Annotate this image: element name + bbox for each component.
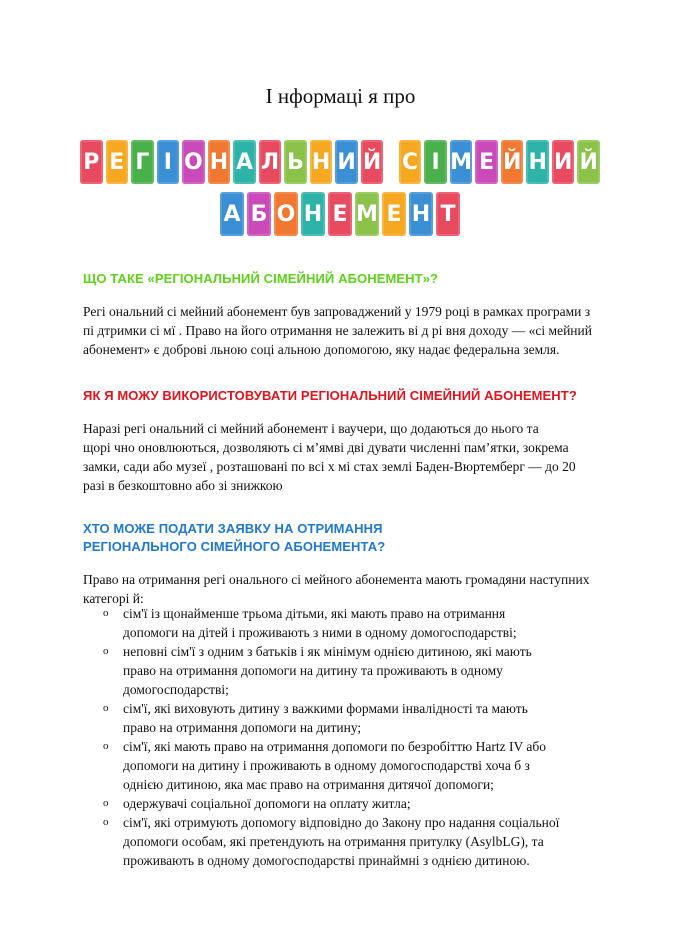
logo-letter-tile: И [552,140,575,184]
logo-letter-tile: А [233,140,256,184]
text-line: пі дтримки сі мї . Право на його отримання не залежить ві д рі вня доходу — «сі мейний [83,323,592,338]
bullet-line: одержувачі соціальної допомоги на оплату житла; [123,796,411,811]
bullet-line: проживають в одному домогосподарстві принаймні з однією дитиною. [123,853,530,868]
eligibility-item [83,642,603,699]
logo-letter-tile: Е [106,140,129,184]
heading-line: ХТО МОЖЕ ПОДАТИ ЗАЯВКУ НА ОТРИМАННЯ [83,521,383,536]
logo-letter-tile: С [399,140,422,184]
bullet-line: неповні сім'ї з одним з батьків і як мінімум однією дитиною, які мають [123,644,532,659]
logo-letter-tile [386,140,395,184]
logo-line-2 [80,192,600,240]
logo-letter-tile: І [424,140,447,184]
logo-letter-tile: Ь [284,140,307,184]
page-title: І нформаці я про [265,84,416,108]
text-line: замки, сади або музеї , розташовані по всі х мі стах землі Баден-Вюртемберг — до 20 [83,459,576,474]
section-how-heading: ЯК Я МОЖУ ВИКОРИСТОВУВАТИ РЕГІОНАЛЬНИЙ СІМЕЙНИЙ АБОНЕМЕНТ? [83,388,577,403]
eligibility-item [83,737,603,794]
bullet-line: домогосподарстві; [123,682,229,697]
bullet-line: право на отримання допомоги на дитину та проживають в одному [123,663,503,678]
text-line: разі в безкоштовно або зі знижкою [83,478,283,493]
section-who-intro [83,570,603,608]
section-what-text [83,302,603,359]
logo-letter-tile: Л [259,140,282,184]
bullet-line: право на отримання допомоги на дитину; [123,720,362,735]
logo-letter-tile: М [355,192,379,236]
bullet-line: сім'ї, які мають право на отримання допомоги по безробіттю Hartz IV або [123,739,546,754]
text-line: абонемент» є доброві льною соці альною допомогою, яку надає федеральна земля. [83,342,560,357]
bullet-marker: o [103,740,109,752]
eligibility-item [83,604,603,642]
logo-letter-tile: Е [328,192,352,236]
eligibility-list [83,604,603,870]
bullet-marker: o [103,645,109,657]
logo-letter-tile: Й [361,140,384,184]
logo-letter-tile: Н [526,140,549,184]
logo-letter-tile: И [335,140,358,184]
logo-letter-tile: Е [382,192,406,236]
text-line: Регі ональний сі мейний абонемент був запроваджений у 1979 році в рамках програми з [83,304,591,319]
bullet-marker: o [103,607,109,619]
logo-letter-tile: І [157,140,180,184]
text-line: Наразі регі ональний сі мейний абонемент і ваучери, що додаються до нього та [83,421,539,436]
bullet-marker: o [103,797,109,809]
logo-letter-tile: О [182,140,205,184]
bullet-marker: o [103,702,109,714]
eligibility-item [83,794,603,813]
logo-letter-tile: Н [301,192,325,236]
bullet-marker: o [103,816,109,828]
text-line: щорі чно оновлюються, дозволяють сі мʼямві дві дувати численні памʼятки, зокрема [83,440,569,455]
bullet-line: сім'ї із щонайменше трьома дітьми, які мають право на отримання [123,606,506,621]
bullet-line: сім'ї, які отримують допомогу відповідно до Закону про надання соціальної [123,815,560,830]
logo-letter-tile: Т [436,192,460,236]
logo-letter-tile: Н [409,192,433,236]
bullet-line: допомоги особам, які претендують на отримання притулку (AsylbLG), та [123,834,544,849]
text-line: категорі й: [83,591,144,606]
logo-letter-tile: Б [247,192,271,236]
logo-letter-tile: Й [577,140,600,184]
eligibility-item [83,699,603,737]
logo-line-1 [80,140,600,188]
bullet-line: допомоги на дитину і проживають в одному домогосподарстві хоча б з [123,758,530,773]
logo-letter-tile: О [274,192,298,236]
section-how-text [83,419,603,495]
heading-line: РЕГІОНАЛЬНОГО СІМЕЙНОГО АБОНЕМЕНТА? [83,539,386,554]
bullet-line: сім'ї, які виховують дитину з важкими формами інвалідності та мають [123,701,528,716]
logo-letter-tile: Н [310,140,333,184]
bullet-line: допомоги на дітей і проживають з ними в одному домогосподарстві; [123,625,517,640]
logo-letter-tile: Г [131,140,154,184]
logo-letter-tile: Р [80,140,103,184]
section-what-heading: ЩО ТАКЕ «РЕГІОНАЛЬНИЙ СІМЕЙНИЙ АБОНЕМЕНТ»? [83,271,439,286]
section-who-heading [83,520,385,556]
text-line: Право на отримання регі онального сі мейного абонемента мають громадяни наступних [83,572,590,587]
logo-letter-tile: Н [208,140,231,184]
logo-letter-tile: М [450,140,473,184]
logo-letter-tile: А [220,192,244,236]
regional-family-pass-logo [80,140,600,240]
logo-letter-tile: Е [475,140,498,184]
logo-letter-tile: Й [501,140,524,184]
eligibility-item [83,813,603,870]
bullet-line: однією дитиною, яка має право на отримання дитячої допомоги; [123,777,494,792]
